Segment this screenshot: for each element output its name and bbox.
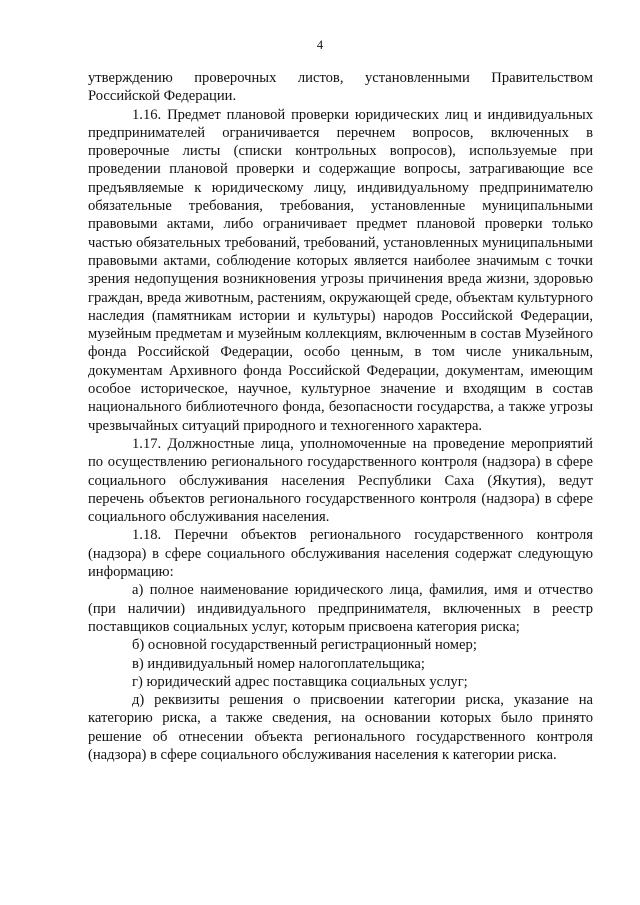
page-number: 4 [316,38,324,52]
list-item-v: в) индивидуальный номер налогоплательщика; [132,655,425,672]
paragraph-1-18: 1.18. Перечни объектов регионального государственного контроля (надзора) в сфере социального обслуживания населения содержат следующую информацию: [88,527,593,581]
paragraph-1-16: 1.16. Предмет плановой проверки юридических лиц и индивидуальных предпринимателей ограничивается перечнем вопросов, включенных в проверочные листы (списки контрольных вопросов), используемые при проведении плановой проверки и содержащие вопросы, затрагивающие все предъявляемые к юридическому лицу, индивидуальному предпринимателю обязательные требования, требования, установленные муниципальными правовыми актами, либо ограничивает предмет плановой проверки только частью обязательных требований, требований, установленных муниципальными правовыми актами, соблюдение которых является наиболее значимым с точки зрения недопущения возникновения угрозы причинения вреда жизни, здоровью граждан, вреда животным, растениям, окружающей среде, объектам культурного наследия (памятникам истории и культуры) народов Российской Федерации, музейным предметам и музейным коллекциям, включенным в состав Музейного фонда Российской Федерации, особо ценным, в том числе уникальным, документам Архивного фонда Российской Федерации, документам, имеющим особое историческое, научное, культурное значение и входящим в состав национального библиотечного фонда, безопасности государства, а также угрозы чрезвычайных ситуаций природного и техногенного характера. [88,106,593,434]
list-item-d: д) реквизиты решения о присвоении категории риска, указание на категорию риска, а также сведения, на основании которых было принято решение об отнесении объекта регионального государственного контроля (надзора) в сфере социального обслуживания населения к категории риска. [88,692,593,763]
paragraph-1-17: 1.17. Должностные лица, уполномоченные на проведение мероприятий по осуществлению регионального государственного контроля (надзора) в сфере социального обслуживания населения Республики Саха (Якутия), ведут перечень объектов регионального государственного контроля (надзора) в сфере социального обслуживания населения. [88,435,593,526]
list-item-g: г) юридический адрес поставщика социальных услуг; [132,673,468,690]
paragraph-continuation: утверждению проверочных листов, установленными Правительством Российской Федерации. [88,70,593,105]
document-body [88,69,593,764]
list-item-a: а) полное наименование юридического лица, фамилия, имя и отчество (при наличии) индивидуального предпринимателя, включенных в реестр поставщиков социальных услуг, которым присвоена категория риска; [88,582,593,635]
list-item-b: б) основной государственный регистрационный номер; [132,637,477,654]
